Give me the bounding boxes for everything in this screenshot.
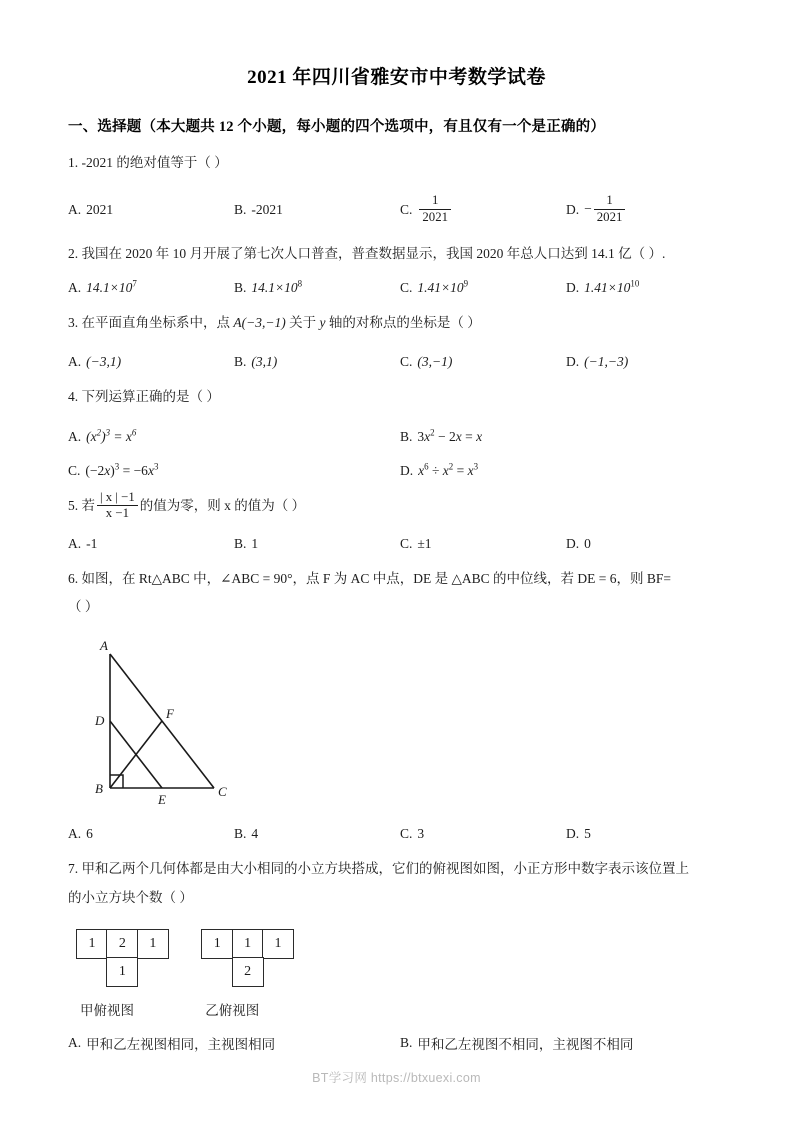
option-value: $(x^2)^3 = x^6$ <box>86 427 137 444</box>
label-B: B <box>95 781 103 797</box>
question-2-option-c[interactable] <box>400 280 566 296</box>
question-4 <box>0 384 793 478</box>
option-label: C. <box>400 826 413 842</box>
grid-row-top <box>201 929 292 957</box>
question-3-options <box>68 354 738 370</box>
option-value: (3,1) <box>251 354 278 370</box>
question-7-text-line2: 的小立方块个数（ ） <box>68 889 193 905</box>
question-7-option-b[interactable] <box>400 1033 732 1053</box>
option-label: D. <box>566 279 580 295</box>
fraction-denominator: 2021 <box>594 209 626 226</box>
top-view-grid-yi <box>201 929 292 1019</box>
option-label: B. <box>234 535 247 551</box>
label-D: D <box>95 713 105 729</box>
option-value <box>584 280 639 296</box>
question-3 <box>0 310 793 370</box>
option-value: 甲和乙左视图相同，主视图相同 <box>86 1036 276 1052</box>
question-2-text: 我国在 2020 年 10 月开展了第七次人口普查，普查数据显示，我国 2020 年总人口达到 14.1 亿（ ）. <box>81 245 666 261</box>
option-value: 3 <box>417 826 425 842</box>
question-3-math: A(−3,−1) <box>233 314 286 330</box>
question-3-option-d[interactable] <box>566 354 732 370</box>
question-6-text-line2: （ ） <box>68 599 99 615</box>
option-base: 1.41×10 <box>417 279 464 295</box>
question-7-text-line1: 甲和乙两个几何体都是由大小相同的小立方块搭成，它们的俯视图如图，小正方形中数字表示该位置上 <box>81 861 689 877</box>
option-value: $3x^2 - 2x = x$ <box>417 427 483 444</box>
option-value: 1 <box>251 535 259 551</box>
question-6-number: 6. <box>68 570 79 586</box>
question-4-option-a[interactable] <box>68 429 400 445</box>
fraction-numerator: | x | −1 <box>100 489 135 504</box>
option-label: B. <box>234 826 247 842</box>
grid-cell-empty <box>201 957 233 987</box>
grid-shape <box>201 929 292 986</box>
option-label: C. <box>400 535 413 551</box>
question-5-option-a[interactable] <box>68 536 234 552</box>
option-value: -1 <box>86 535 98 551</box>
grid-shape <box>76 929 167 986</box>
question-7-figures <box>76 929 738 1019</box>
question-6-option-a[interactable] <box>68 826 234 842</box>
option-base: 1.41×10 <box>584 279 631 295</box>
option-value <box>584 194 627 226</box>
label-F: F <box>166 706 174 722</box>
question-5-number: 5. <box>68 497 79 513</box>
question-5-text-post: 的值为零，则 x 的值为（ ） <box>139 497 306 513</box>
option-label: B. <box>234 202 247 218</box>
option-label: C. <box>400 279 413 295</box>
question-5-text-pre: 若 <box>81 497 95 513</box>
grid-caption-yi: 乙俯视图 <box>205 1002 260 1018</box>
option-value <box>417 194 453 226</box>
option-value <box>251 280 302 296</box>
question-5-option-d[interactable] <box>566 536 732 552</box>
question-5-option-c[interactable] <box>400 536 566 552</box>
option-base: 14.1×10 <box>251 279 298 295</box>
option-label: B. <box>400 1034 413 1050</box>
question-4-text: 下列运算正确的是（ ） <box>81 389 220 405</box>
question-1-option-c[interactable] <box>400 194 566 226</box>
option-label: D. <box>566 535 580 551</box>
option-label: A. <box>68 202 82 218</box>
option-label: D. <box>566 202 580 218</box>
grid-cell: 1 <box>201 929 233 959</box>
option-exponent: 8 <box>297 278 303 289</box>
option-label: C. <box>400 354 413 370</box>
option-label: D. <box>566 826 580 842</box>
question-3-text-mid: 关于 <box>285 314 320 330</box>
fraction <box>419 193 451 225</box>
grid-cell: 1 <box>137 929 169 959</box>
question-1-options <box>68 194 738 226</box>
option-label: A. <box>68 1034 82 1050</box>
question-7-options <box>68 1033 738 1053</box>
option-value <box>86 280 137 296</box>
option-label: A. <box>68 428 82 444</box>
question-2-stem <box>68 241 738 267</box>
question-2-option-a[interactable] <box>68 280 234 296</box>
section-heading: 一、选择题（本大题共 12 个小题，每小题的四个选项中，有且仅有一个是正确的） <box>68 119 606 135</box>
question-2 <box>0 241 793 296</box>
question-6 <box>0 566 793 843</box>
question-7-stem <box>68 856 738 882</box>
fraction-numerator: 1 <box>606 193 613 208</box>
grid-cell: 2 <box>106 929 138 959</box>
option-value: 6 <box>86 826 93 842</box>
question-3-stem <box>68 310 738 336</box>
question-5-options <box>68 536 738 552</box>
question-4-option-b[interactable] <box>400 429 732 445</box>
question-6-stem <box>68 566 738 592</box>
grid-cell-empty <box>262 957 294 987</box>
question-1-number: 1. <box>68 155 79 170</box>
option-label: B. <box>234 354 247 370</box>
grid-cell: 2 <box>232 957 264 987</box>
option-value: -2021 <box>251 202 283 218</box>
question-3-option-a[interactable] <box>68 354 234 370</box>
option-label: B. <box>234 279 247 295</box>
footer-watermark: BT学习网 https://btxuexi.com <box>312 1071 481 1085</box>
question-3-number: 3. <box>68 314 79 330</box>
option-value: (−1,−3) <box>584 354 629 370</box>
question-5 <box>0 491 793 552</box>
question-1 <box>0 150 793 227</box>
option-value: 4 <box>251 826 259 842</box>
grid-cell: 1 <box>76 929 108 959</box>
label-E: E <box>158 792 166 808</box>
question-7 <box>0 856 793 1052</box>
question-5-stem <box>68 491 738 523</box>
option-exponent: 10 <box>630 278 640 289</box>
question-4-option-d[interactable] <box>400 463 732 479</box>
option-label: C. <box>400 202 413 218</box>
question-6-text-line1: 如图，在 Rt△ABC 中，∠ABC = 90°，点 F 为 AC 中点，DE 是 △ABC 的中位线，若 DE = 6，则 BF= <box>81 570 671 586</box>
question-6-options <box>68 826 738 842</box>
option-label: A. <box>68 279 82 295</box>
option-exponent: 7 <box>132 278 137 289</box>
question-2-options <box>68 280 738 296</box>
question-4-option-c[interactable] <box>68 463 400 479</box>
grid-cell: 1 <box>232 929 264 959</box>
grid-cell: 1 <box>262 929 294 959</box>
grid-cell-empty <box>76 957 108 987</box>
option-value: 5 <box>584 826 591 842</box>
question-2-option-d[interactable] <box>566 280 732 296</box>
grid-cell: 1 <box>106 957 138 987</box>
question-4-options-row2 <box>68 463 738 479</box>
question-7-option-a[interactable] <box>68 1033 400 1053</box>
question-2-number: 2. <box>68 245 79 261</box>
question-6-figure <box>80 636 738 816</box>
grid-caption-jia: 甲俯视图 <box>80 1002 134 1018</box>
question-3-text-post: 轴的对称点的坐标是（ ） <box>325 314 481 330</box>
option-label: A. <box>68 535 82 551</box>
question-1-text: -2021 的绝对值等于（ ） <box>81 155 228 170</box>
grid-row-top <box>76 929 167 957</box>
option-value: 2021 <box>86 202 114 218</box>
minus-sign: − <box>584 201 592 217</box>
grid-row-bottom <box>76 957 167 985</box>
label-C: C <box>218 784 227 800</box>
question-7-number: 7. <box>68 861 79 877</box>
question-4-stem <box>68 384 738 410</box>
option-value: (−3,1) <box>86 354 122 370</box>
question-3-option-c[interactable] <box>400 354 566 370</box>
fraction <box>97 490 138 522</box>
triangle-diagram-svg <box>80 636 260 811</box>
option-value: $(-2x)^3 = -6x^3$ <box>85 461 159 478</box>
question-3-variable: y <box>319 314 326 330</box>
option-label: D. <box>566 354 580 370</box>
question-1-option-b[interactable] <box>234 194 400 226</box>
question-3-text-pre: 在平面直角坐标系中，点 <box>81 314 234 330</box>
option-label: A. <box>68 826 82 842</box>
question-6-option-b[interactable] <box>234 826 400 842</box>
question-6-option-d[interactable] <box>566 826 732 842</box>
option-label: B. <box>400 428 413 444</box>
top-view-grid-jia <box>76 929 167 1019</box>
option-base: 14.1×10 <box>86 279 133 295</box>
option-value <box>417 280 468 296</box>
option-label: D. <box>400 462 414 478</box>
option-value: 0 <box>584 535 591 551</box>
question-1-option-d[interactable] <box>566 194 732 226</box>
fraction-denominator: x −1 <box>97 505 138 522</box>
label-A: A <box>100 638 108 654</box>
grid-row-bottom <box>201 957 292 985</box>
option-value: $x^6 \div x^2 = x^3$ <box>418 461 479 478</box>
question-1-stem <box>68 150 738 176</box>
option-label: C. <box>68 462 81 478</box>
question-3-option-b[interactable] <box>234 354 400 370</box>
page-title: 2021 年四川省雅安市中考数学试卷 <box>247 67 546 88</box>
option-value: 甲和乙左视图不相同，主视图不相同 <box>417 1036 634 1052</box>
option-value: ±1 <box>417 535 432 551</box>
question-6-option-c[interactable] <box>400 826 566 842</box>
question-5-option-b[interactable] <box>234 536 400 552</box>
question-1-option-a[interactable] <box>68 194 234 226</box>
grid-cell-empty <box>137 957 169 987</box>
fraction-numerator: 1 <box>432 193 439 208</box>
fraction-denominator: 2021 <box>419 209 451 226</box>
option-label: A. <box>68 354 82 370</box>
question-4-number: 4. <box>68 389 79 405</box>
question-2-option-b[interactable] <box>234 280 400 296</box>
option-value: (3,−1) <box>417 354 453 370</box>
fraction <box>594 193 626 225</box>
option-exponent: 9 <box>463 278 469 289</box>
question-4-options-row1 <box>68 429 738 445</box>
